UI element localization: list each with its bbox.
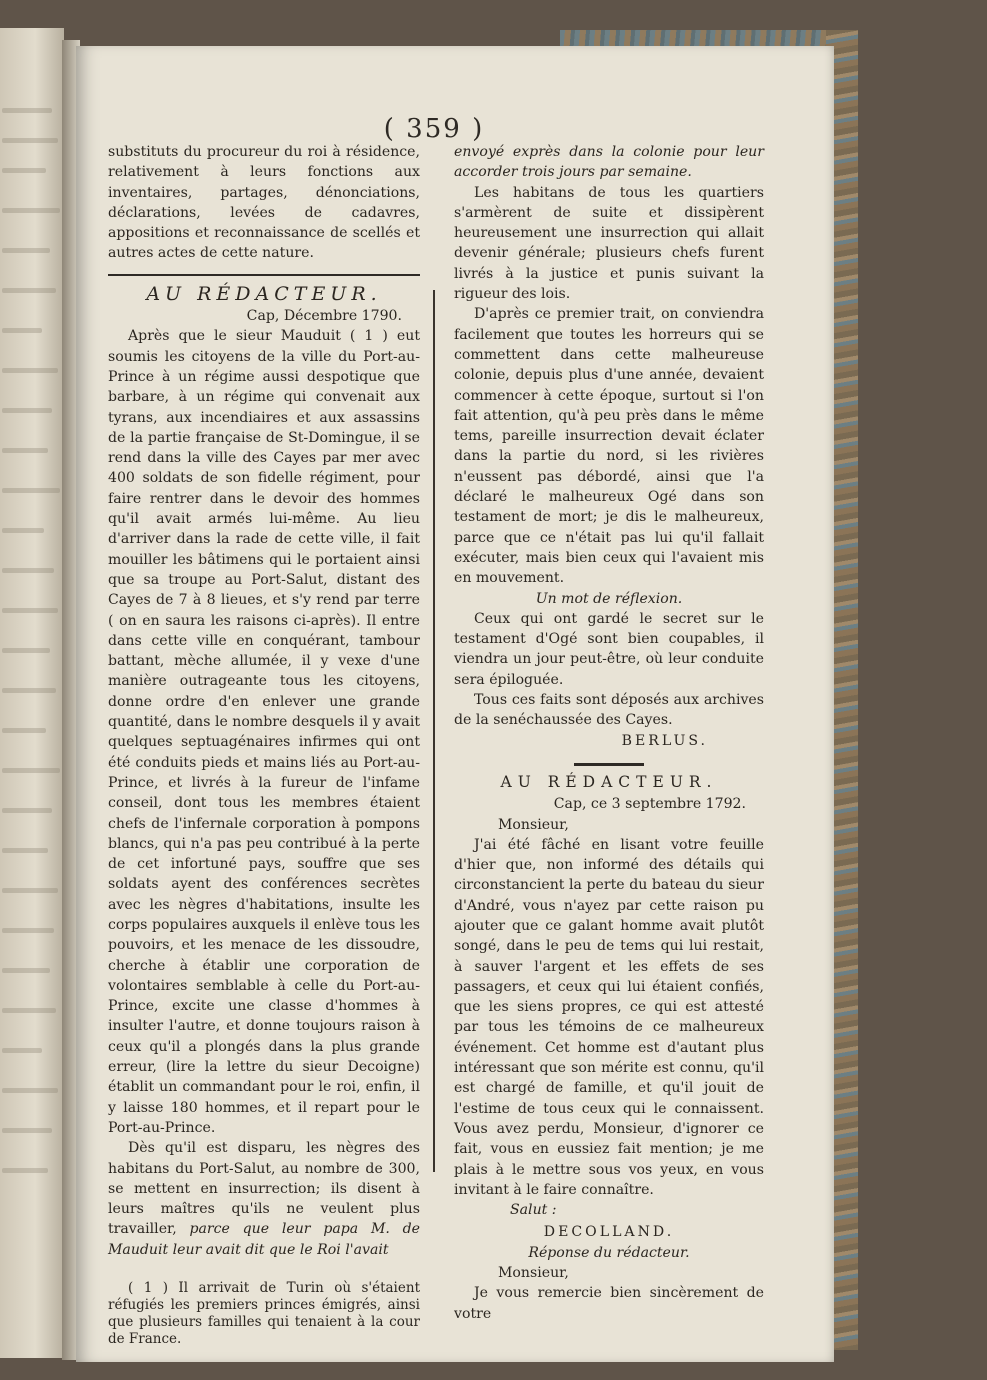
section-rule [574, 763, 644, 766]
letter-dateline: Cap, Décembre 1790. [246, 308, 402, 325]
salutation: Monsieur, [498, 816, 569, 833]
signature: DECOLLAND. [543, 1224, 675, 1241]
paragraph: D'après ce premier trait, on conviendra facilement que toutes les horreurs qui se commettent dans cette malheureuse colonie, depuis plus d'une année, devaient commencer à cette époque, surtout si l'on fait attention, qu'à peu près dans le même tems, pareille insurrection devait éclater dans la partie du nord, si les rivières n'eussent pas débordé, ainsi que l'a déclaré le malheureux Ogé dans son testament de mort; je dis le malheureux, parce que ce n'était pas lui qu'il fallait exécuter, mais bien ceux qui l'avaient mis en mouvement. [454, 306, 764, 587]
salutation: Monsieur, [498, 1265, 569, 1282]
letter-paragraph: J'ai été fâché en lisant votre feuille d'hier que, non informé des détails qui circonstancient la perte du bateau du sieur d'André, vous n'ayez par cette raison pu ajouter que ce galant homme avait plutôt songé, dans le peu de tems qui lui restait, à sauver l'argent et les effets de ses passagers, et ceux qui lui étaient confiés, que les siens propres, ce qui est attesté par tous les témoins de ce malheureux événement. Cet homme est d'autant plus intéressant que son mérite est connu, qu'il est chargé de famille, et qu'il jouit de l'estime de tous ceux qui le connaissent. Vous avez perdu, Monsieur, d'ignorer ce fait, vous en eussiez fait mention; je me plais à le mettre sous vos yeux, en vous invitant à le faire connaître. [454, 836, 764, 1198]
left-column [108, 142, 420, 1348]
opening-paragraph: substituts du procureur du roi à résidence, relativement à leurs fonctions aux inventaires, partages, dénonciations, déclarations, levées de cadavres, appositions et reconnaissance de scellés et autres actes de cette nature. [108, 144, 420, 262]
paragraph: Les habitans de tous les quartiers s'armèrent de suite et dissipèrent heureusement une insurrection qui allait devenir générale; plusieurs chefs furent livrés à la justice et punis suivant la rigueur des lois. [454, 184, 764, 303]
column-divider [433, 290, 435, 1172]
paragraph-text: Dès qu'il est disparu, les nègres des habitans du Port-Salut, au nombre de 300, se mettent en insurrection; ils disent à leurs maîtres qu'ils ne veulent plus travailler, [108, 1140, 420, 1238]
paragraph: Ceux qui ont gardé le secret sur le testament d'Ogé sont bien coupables, il viendra un jour peut-être, où leur conduite sera épiloguée. [454, 610, 764, 688]
page-number: ( 359 ) [383, 114, 485, 144]
footnote: ( 1 ) Il arrivait de Turin où s'étaient réfugiés les premiers princes émigrés, ainsi que plusieurs familles qui tenaient à la cour de France. [108, 1280, 420, 1348]
paragraph: Tous ces faits sont déposés aux archives de la senéchaussée des Cayes. [454, 692, 764, 729]
letter-paragraph [108, 1138, 420, 1260]
letter-dateline: Cap, ce 3 septembre 1792. [553, 796, 746, 813]
reply-paragraph: Je vous remercie bien sincèrement de votre [454, 1285, 764, 1322]
letter-heading: AU RÉDACTEUR. [500, 772, 718, 791]
subheading: Un mot de réflexion. [535, 590, 683, 607]
facing-page-edge [0, 28, 64, 1358]
section-rule [108, 274, 420, 276]
closing: Salut : [510, 1202, 557, 1219]
letter-paragraph: Après que le sieur Mauduit ( 1 ) eut soumis les citoyens de la ville du Port-au-Prince à un régime aussi despotique que barbare, à un régime qui convenait aux tyrans, aux incendiaires et aux assassins de la partie française de St-Domingue, il se rend dans la ville des Cayes par mer avec 400 soldats de son fidelle régiment, pour faire rentrer dans le devoir des hommes qu'il avait armés lui-même. Au lieu d'arriver dans la rade de cette ville, il fait mouiller les bâtimens qui le portaient ainsi que sa troupe au Port-Salut, distant des Cayes de 7 à 8 lieues, et s'y rend par terre ( on en saura les raisons ci-après). Il entre dans cette ville en conquérant, tambour battant, mèche allumée, il y vexe d'une manière outrageante tous les citoyens, donne ordre d'en enlever une grande quantité, dans le nombre desquels il y avait quelques septuagénaires infirmes qui ont été conduits pieds et mains liés au Port-au-Prince, et livrés à la fureur de l'infame conseil, dont tous les membres étaient chefs de l'infernale corporation à pompons blancs, qui n'a pas peu contribué à la perte de cet infortuné pays, souffre que ses soldats ayent des conférences secrètes avec les nègres d'habitations, insulte les corps populaires auxquels il enlève tous les pouvoirs, et les menace de les dissoudre, cherche à établir une corporation de volontaires semblable à celle du Port-au-Prince, excite une classe d'hommes à insulter l'autre, et donne toujours raison à ceux qu'il a plongés dans la plus grande erreur, (lire la lettre du sieur Decoigne) établit un commandant pour le roi, enfin, il y laisse 180 hommes, et il repart pour le Port-au-Prince. [108, 328, 420, 1136]
reply-heading: Réponse du rédacteur. [528, 1244, 690, 1261]
right-column [454, 142, 764, 1324]
signature: BERLUS. [621, 732, 708, 749]
letter-heading: AU RÉDACTEUR. [146, 282, 382, 305]
continued-quote: envoyé exprès dans la colonie pour leur accorder trois jours par semaine. [454, 144, 764, 181]
italic-quote: parce que leur papa M. de Mauduit leur avait dit que le Roi l'avait [108, 1221, 420, 1258]
